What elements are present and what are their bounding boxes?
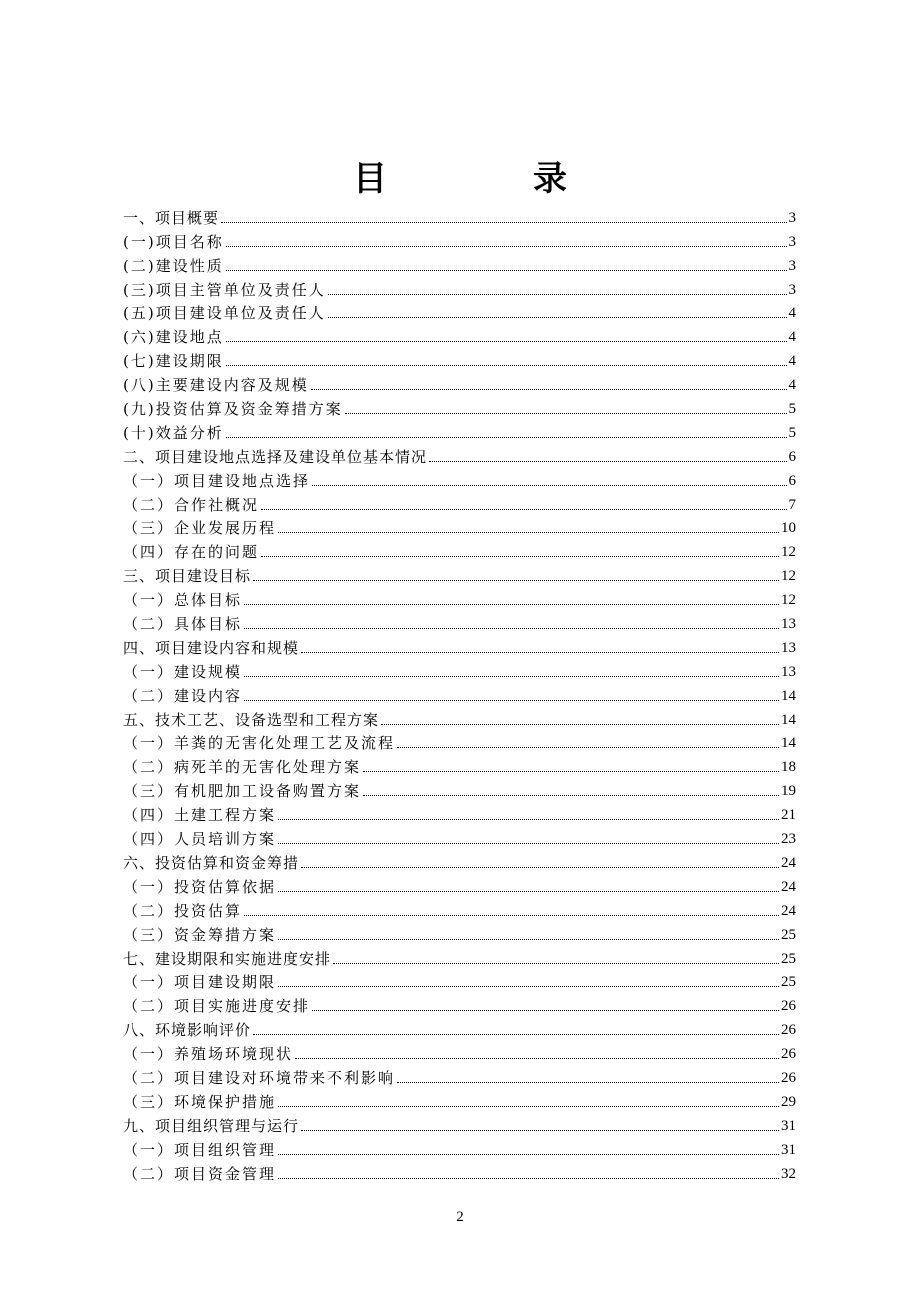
toc-entry[interactable] <box>123 203 796 227</box>
toc-entry[interactable] <box>123 322 796 346</box>
toc-entry[interactable] <box>123 824 796 848</box>
dot-leader <box>397 747 779 748</box>
toc-entry-page: 13 <box>781 616 796 633</box>
toc-entry-page: 32 <box>781 1165 796 1182</box>
toc-entry-page: 21 <box>781 807 796 824</box>
dot-leader <box>244 700 779 701</box>
toc-heading: 目 录 <box>353 159 623 199</box>
toc-entry[interactable] <box>123 1063 796 1087</box>
toc-entry[interactable] <box>123 370 796 394</box>
toc-entry-page: 12 <box>781 592 796 609</box>
toc-entry[interactable] <box>123 800 796 824</box>
toc-entry-page: 4 <box>788 377 796 394</box>
toc-entry-page: 31 <box>781 1141 796 1158</box>
toc-entry[interactable] <box>123 275 796 299</box>
dot-leader <box>312 485 786 486</box>
toc-entry-page: 19 <box>781 783 796 800</box>
toc-entry-page: 31 <box>781 1117 796 1134</box>
toc-entry-title: 二、项目建设地点选择及建设单位基本情况 <box>123 447 428 466</box>
dot-leader <box>381 724 779 725</box>
toc-entry[interactable] <box>123 657 796 681</box>
toc-entry-page: 25 <box>781 974 796 991</box>
toc-entry-page: 6 <box>788 448 796 465</box>
toc-entry-title: （四）存在的问题 <box>123 543 260 562</box>
toc-entry[interactable] <box>123 394 796 418</box>
dot-leader <box>278 986 779 987</box>
toc-entry-title: (三)项目主管单位及责任人 <box>123 280 326 299</box>
toc-entry-page: 4 <box>788 329 796 346</box>
dot-leader <box>253 1034 779 1035</box>
dot-leader <box>363 795 779 796</box>
dot-leader <box>278 532 779 533</box>
dot-leader <box>301 867 779 868</box>
toc-entry-title: （一）项目建设地点选择 <box>123 471 311 490</box>
toc-entry-page: 26 <box>781 1046 796 1063</box>
dot-leader <box>226 270 787 271</box>
toc-entry[interactable] <box>123 705 796 729</box>
toc-entry-page: 29 <box>781 1093 796 1110</box>
toc-entry[interactable] <box>123 1135 796 1159</box>
dot-leader <box>301 1130 779 1131</box>
toc-entry-title: （二）项目建设对环境带来不利影响 <box>123 1068 396 1087</box>
toc-entry-title: （二）项目实施进度安排 <box>123 997 311 1016</box>
toc-entry-page: 6 <box>788 472 796 489</box>
toc-entry[interactable] <box>123 537 796 561</box>
toc-entry-page: 13 <box>781 639 796 656</box>
toc-entry-title: (七)建设期限 <box>123 352 224 371</box>
toc-entry-title: （四）土建工程方案 <box>123 806 277 825</box>
toc-entry-page: 23 <box>781 831 796 848</box>
toc-entry-title: （三）环境保护措施 <box>123 1092 277 1111</box>
toc-entry[interactable] <box>123 251 796 275</box>
dot-leader <box>244 915 779 916</box>
toc-entry-page: 25 <box>781 950 796 967</box>
toc-entry[interactable] <box>123 418 796 442</box>
toc-entry-page: 3 <box>788 281 796 298</box>
toc-entry-title: (八)主要建设内容及规模 <box>123 376 309 395</box>
dot-leader <box>278 939 779 940</box>
dot-leader <box>221 222 786 223</box>
toc-entry-page: 12 <box>781 544 796 561</box>
toc-entry-page: 25 <box>781 926 796 943</box>
table-of-contents <box>123 203 796 1183</box>
dot-leader <box>226 246 787 247</box>
toc-entry[interactable] <box>123 872 796 896</box>
toc-entry-page: 14 <box>781 687 796 704</box>
dot-leader <box>278 1154 779 1155</box>
toc-entry-title: 四、项目建设内容和规模 <box>123 638 300 657</box>
toc-entry-title: （二）建设内容 <box>123 686 243 705</box>
toc-entry-title: （二）具体目标 <box>123 615 243 634</box>
toc-entry-page: 13 <box>781 663 796 680</box>
toc-entry-page: 10 <box>781 520 796 537</box>
dot-leader <box>226 437 787 438</box>
toc-entry-page: 26 <box>781 1069 796 1086</box>
toc-entry[interactable] <box>123 633 796 657</box>
dot-leader <box>301 652 779 653</box>
dot-leader <box>333 963 779 964</box>
toc-entry-title: （二）投资估算 <box>123 901 243 920</box>
toc-entry[interactable] <box>123 609 796 633</box>
toc-entry-page: 5 <box>788 424 796 441</box>
toc-entry[interactable] <box>123 920 796 944</box>
toc-entry-page: 24 <box>781 878 796 895</box>
toc-entry-title: （三）有机肥加工设备购置方案 <box>123 782 362 801</box>
toc-entry[interactable] <box>123 848 796 872</box>
toc-entry[interactable] <box>123 1159 796 1183</box>
toc-entry-title: 八、环境影响评价 <box>123 1021 252 1040</box>
dot-leader <box>312 1010 779 1011</box>
toc-entry-page: 3 <box>788 209 796 226</box>
toc-entry[interactable] <box>123 1015 796 1039</box>
toc-entry-title: （一）建设规模 <box>123 662 243 681</box>
toc-entry-title: 七、建设期限和实施进度安排 <box>123 949 332 968</box>
dot-leader <box>261 509 786 510</box>
toc-entry[interactable] <box>123 752 796 776</box>
toc-entry[interactable] <box>123 299 796 323</box>
dot-leader <box>295 1058 779 1059</box>
toc-entry[interactable] <box>123 776 796 800</box>
toc-entry-title: 一、项目概要 <box>123 208 220 227</box>
dot-leader <box>244 628 779 629</box>
toc-entry-title: 九、项目组织管理与运行 <box>123 1116 300 1135</box>
toc-entry-page: 7 <box>788 496 796 513</box>
toc-entry-page: 3 <box>788 257 796 274</box>
toc-entry[interactable] <box>123 561 796 585</box>
toc-entry[interactable] <box>123 896 796 920</box>
toc-entry-title: (六)建设地点 <box>123 328 224 347</box>
toc-entry-title: （二）项目资金管理 <box>123 1164 277 1183</box>
toc-entry-page: 14 <box>781 711 796 728</box>
toc-entry[interactable] <box>123 1111 796 1135</box>
toc-entry[interactable] <box>123 585 796 609</box>
toc-entry-page: 26 <box>781 998 796 1015</box>
toc-entry[interactable] <box>123 490 796 514</box>
toc-entry-page: 12 <box>781 568 796 585</box>
toc-entry-title: （一）项目建设期限 <box>123 973 277 992</box>
toc-entry-page: 24 <box>781 854 796 871</box>
toc-entry-title: (五)项目建设单位及责任人 <box>123 304 326 323</box>
toc-entry-page: 14 <box>781 735 796 752</box>
toc-entry[interactable] <box>123 1087 796 1111</box>
toc-entry-page: 24 <box>781 902 796 919</box>
toc-entry-title: （一）养殖场环境现状 <box>123 1045 294 1064</box>
dot-leader <box>278 843 779 844</box>
dot-leader <box>244 604 779 605</box>
toc-entry-title: (二)建设性质 <box>123 256 224 275</box>
toc-entry-title: （三）资金筹措方案 <box>123 925 277 944</box>
dot-leader <box>226 365 787 366</box>
dot-leader <box>244 676 779 677</box>
toc-entry-title: (十)效益分析 <box>123 423 224 442</box>
toc-entry-title: （三）企业发展历程 <box>123 519 277 538</box>
toc-entry-title: （一）投资估算依据 <box>123 877 277 896</box>
dot-leader <box>261 556 779 557</box>
toc-entry-page: 4 <box>788 305 796 322</box>
dot-leader <box>363 771 779 772</box>
toc-entry-title: （二）合作社概况 <box>123 495 260 514</box>
dot-leader <box>253 580 779 581</box>
dot-leader <box>278 819 779 820</box>
toc-entry-page: 26 <box>781 1022 796 1039</box>
toc-entry-title: 三、项目建设目标 <box>123 567 252 586</box>
dot-leader <box>311 389 787 390</box>
toc-entry[interactable] <box>123 1039 796 1063</box>
dot-leader <box>397 1082 779 1083</box>
toc-entry[interactable] <box>123 442 796 466</box>
toc-entry-title: 六、投资估算和资金筹措 <box>123 853 300 872</box>
toc-entry-title: 五、技术工艺、设备选型和工程方案 <box>123 710 380 729</box>
toc-entry[interactable] <box>123 944 796 968</box>
toc-entry-title: (九)投资估算及资金筹措方案 <box>123 400 343 419</box>
toc-entry[interactable] <box>123 514 796 538</box>
toc-entry[interactable] <box>123 729 796 753</box>
toc-entry[interactable] <box>123 466 796 490</box>
toc-entry[interactable] <box>123 681 796 705</box>
toc-entry[interactable] <box>123 991 796 1015</box>
toc-entry[interactable] <box>123 227 796 251</box>
page-number: 2 <box>456 1209 464 1225</box>
toc-entry-page: 4 <box>788 353 796 370</box>
toc-entry-title: (一)项目名称 <box>123 232 224 251</box>
toc-entry-title: （一）项目组织管理 <box>123 1140 277 1159</box>
dot-leader <box>345 413 787 414</box>
dot-leader <box>328 317 787 318</box>
toc-entry-title: （一）羊粪的无害化处理工艺及流程 <box>123 734 396 753</box>
toc-entry[interactable] <box>123 968 796 992</box>
toc-entry-page: 5 <box>788 401 796 418</box>
toc-entry-title: （四）人员培训方案 <box>123 830 277 849</box>
toc-entry-title: （一）总体目标 <box>123 591 243 610</box>
dot-leader <box>328 294 787 295</box>
dot-leader <box>429 461 786 462</box>
toc-entry[interactable] <box>123 346 796 370</box>
dot-leader <box>278 891 779 892</box>
toc-entry-title: （二）病死羊的无害化处理方案 <box>123 758 362 777</box>
dot-leader <box>278 1106 779 1107</box>
toc-entry-page: 18 <box>781 759 796 776</box>
toc-entry-page: 3 <box>788 233 796 250</box>
dot-leader <box>278 1178 779 1179</box>
dot-leader <box>226 341 787 342</box>
